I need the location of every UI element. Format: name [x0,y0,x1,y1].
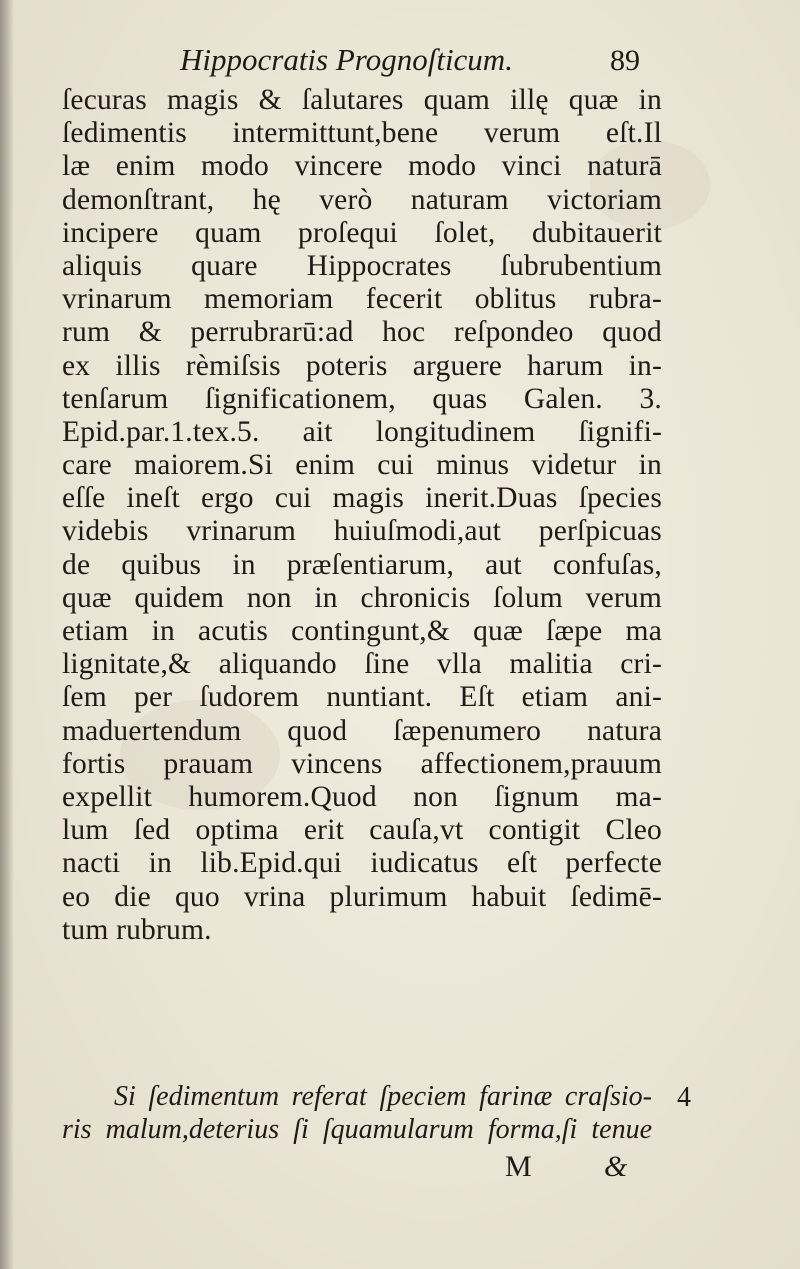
text-line: quæ quidem non in chronicis ſolum verum [62,581,662,614]
text-line: læ enim modo vincere modo vinci naturā [62,150,662,183]
catchword: & [604,1150,628,1183]
text-line: demonſtrant, hę verò naturam victoriam [62,183,662,216]
text-line: vrinarum memoriam fecerit oblitus rubra- [62,283,662,316]
page-header [0,42,800,82]
text-line: eſſe ineſt ergo cui magis inerit.Duas ſpecies [62,482,662,515]
text-line: de quibus in præſentiarum, aut confuſas, [62,548,662,581]
text-line: lum ſed optima erit cauſa,vt contigit Cleo [62,814,662,847]
text-line: nacti in lib.Epid.qui iudicatus eſt perfecte [62,847,662,880]
text-line: aliquis quare Hippocrates ſubrubentium [62,249,662,282]
aphorism-block [62,1080,652,1146]
signature-mark: M [505,1150,532,1183]
running-title: Hippocratis Prognoſticum. [180,42,513,77]
text-line: ſecuras magis & ſalutares quam illę quæ in [62,84,662,116]
text-line: tenſarum ſignificationem, quas Galen. 3. [62,382,662,415]
text-line: videbis vrinarum huiuſmodi,aut perſpicuas [62,515,662,548]
text-line: lignitate,& aliquando ſine vlla malitia cri- [62,648,662,681]
text-line: fortis prauam vincens affectionem,prauum [62,747,662,780]
text-line: etiam in acutis contingunt,& quæ ſæpe ma [62,615,662,647]
aphorism-number: 4 [677,1082,691,1113]
binding-gutter [0,0,14,1269]
aphorism-line: ris malum,deterius ſi ſquamularum forma,ſi tenue [62,1114,652,1145]
main-text-block [62,84,662,947]
text-line: tum rubrum. [62,913,212,946]
page-number: 89 [610,44,640,77]
text-line: ſem per ſudorem nuntiant. Eſt etiam ani- [62,681,662,714]
text-line: expellit humorem.Quod non ſignum ma- [62,780,662,813]
text-line: incipere quam proſequi ſolet, dubitauerit [62,216,662,249]
text-line: Epid.par.1.tex.5. ait longitudinem ſignifi- [62,415,662,448]
text-line: maduertendum quod ſæpenumero natura [62,714,662,747]
text-line: care maiorem.Si enim cui minus videtur in [62,449,662,482]
text-line: eo die quo vrina plurimum habuit ſedimē- [62,880,662,913]
text-line: ſedimentis intermittunt,bene verum eſt.Il [62,117,662,150]
text-line: ex illis rèmiſsis poteris arguere harum in- [62,349,662,382]
aphorism-line: Si ſedimentum referat ſpeciem farinæ craſsio- [114,1081,652,1112]
page-footer [0,1150,800,1190]
text-line: rum & perrubrarū:ad hoc reſpondeo quod [62,316,662,349]
